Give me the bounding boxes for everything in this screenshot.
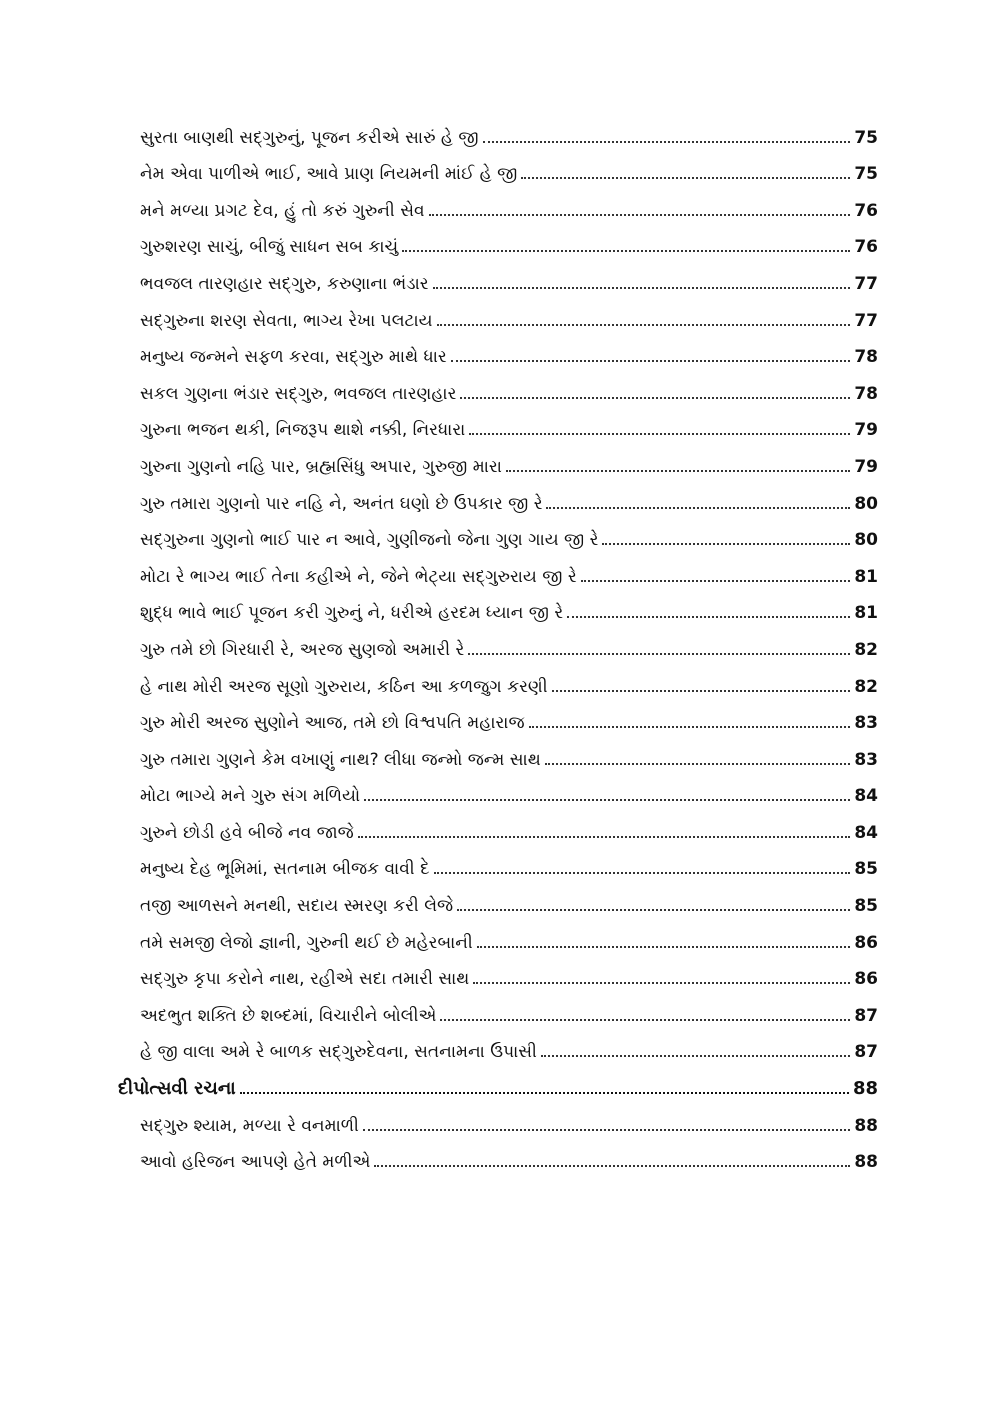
toc-entry	[140, 661, 878, 698]
toc-entry-title: ગુરુને છોડી હવે બીજે નવ જાજે	[140, 822, 354, 843]
toc-entry	[140, 1027, 878, 1064]
toc-entry-title: સદ્ગુરુના શરણ સેવતા, ભાગ્ય રેખા પલટાય	[140, 310, 433, 331]
toc-page-number: 80	[854, 493, 878, 514]
toc-page-number: 76	[854, 237, 878, 258]
toc-entry	[140, 588, 878, 625]
toc-page-number: 79	[854, 420, 878, 441]
toc-entry-title: ગુરુના ભજન થકી, નિજરૂપ થાશે નક્કી, નિરધારા	[140, 420, 466, 441]
dot-leader	[358, 835, 851, 838]
toc-page-number: 86	[854, 932, 878, 953]
dot-leader	[529, 725, 851, 728]
toc-entry-title: સદ્ગુરુના ગુણનો ભાઈ પાર ન આવે, ગુણીજનો જેના ગુણ ગાય જી રે	[140, 530, 599, 551]
toc-page-number: 88	[854, 1115, 878, 1136]
toc-page-number: 84	[854, 822, 878, 843]
toc-page-number: 87	[854, 1005, 878, 1026]
dot-leader	[546, 506, 850, 509]
toc-page-number: 76	[854, 200, 878, 221]
toc-page-number: 81	[854, 603, 878, 624]
toc-page-number: 78	[854, 347, 878, 368]
toc-entry	[140, 880, 878, 917]
toc-page-number: 83	[854, 713, 878, 734]
toc-page-number: 88	[852, 1078, 878, 1100]
toc-entry	[140, 1137, 878, 1174]
toc-entry-title: હે નાથ મોરી અરજ સૂણો ગુરુરાય, કઠિન આ કળજુગ કરણી	[140, 676, 548, 697]
toc-entry	[140, 771, 878, 808]
toc-entry	[140, 258, 878, 295]
toc-entry-title: મનુષ્ય જન્મને સફળ કરવા, સદ્ગુરુ માથે ધાર	[140, 347, 447, 368]
toc-page-number: 77	[854, 273, 878, 294]
toc-entry-title: મોટા રે ભાગ્ય ભાઈ તેના કહીએ ને, જેને ભેટ્યા સદ્ગુરુરાય જી રે	[140, 566, 577, 587]
toc-entry	[140, 405, 878, 442]
dot-leader	[240, 1091, 849, 1094]
dot-leader	[468, 652, 850, 655]
toc-entry-title: આવો હરિજન આપણે હેતે મળીએ	[140, 1152, 371, 1173]
dot-leader	[374, 1164, 850, 1167]
toc-entry-title: ગુરુશરણ સાચું, બીજું સાધન સબ કાચું	[140, 237, 399, 258]
toc-page-number: 85	[854, 896, 878, 917]
toc-entry	[140, 149, 878, 186]
dot-leader	[457, 908, 850, 911]
toc-entry-title: ભવજલ તારણહાર સદ્ગુરુ, કરુણાના ભંડાર	[140, 273, 429, 294]
dot-leader	[434, 871, 851, 874]
dot-leader	[429, 213, 851, 216]
toc-entry	[140, 222, 878, 259]
toc-entry	[140, 112, 878, 149]
toc-entry-title: ગુરુ તમે છો ગિરધારી રે, અરજ સુણજો અમારી રે	[140, 639, 465, 660]
dot-leader	[552, 689, 851, 692]
dot-leader	[437, 323, 851, 326]
toc-entry-title: ગુરુના ગુણનો નહિ પાર, બ્રહ્મસિંધુ અપાર, ગુરુજી મારા	[140, 456, 502, 477]
dot-leader	[473, 981, 850, 984]
toc-entry-title: સદ્ગુરુ શ્યામ, મળ્યા રે વનમાળી	[140, 1115, 359, 1136]
toc-page-number: 83	[854, 749, 878, 770]
dot-leader	[451, 359, 851, 362]
toc-entry-title: અદભુત શક્તિ છે શબ્દમાં, વિચારીને બોલીએ	[140, 1005, 437, 1026]
dot-leader	[364, 798, 850, 801]
toc-entry-title: શુદ્ધ ભાવે ભાઈ પૂજન કરી ગુરુનું ને, ધરીએ હરદમ ધ્યાન જી રે	[140, 603, 564, 624]
dot-leader	[363, 1128, 850, 1131]
toc-entry	[140, 698, 878, 735]
toc-entry-title: ગુરુ તમારા ગુણનો પાર નહિ ને, અનંત ઘણો છે ઉપકાર જી રે	[140, 493, 543, 514]
dot-leader	[460, 396, 850, 399]
toc-page-number: 84	[854, 786, 878, 807]
dot-leader	[469, 432, 850, 435]
toc-page-number: 88	[854, 1152, 878, 1173]
toc-section-heading	[118, 1063, 878, 1100]
toc-entry	[140, 734, 878, 771]
toc-page-number: 79	[854, 456, 878, 477]
dot-leader	[581, 579, 851, 582]
dot-leader	[602, 542, 850, 545]
toc-entry-title: ગુરુ તમારા ગુણને કેમ વખાણું નાથ? લીધા જન્મો જન્મ સાથ	[140, 749, 541, 770]
toc-entry-title: સદ્ગુરુ કૃપા કરોને નાથ, રહીએ સદા તમારી સાથ	[140, 969, 470, 990]
toc-page-number: 86	[854, 969, 878, 990]
dot-leader	[541, 1054, 850, 1057]
toc-entry	[140, 917, 878, 954]
toc-page-number: 82	[854, 676, 878, 697]
toc-page-number: 78	[854, 383, 878, 404]
dot-leader	[545, 762, 851, 765]
toc-entry	[140, 990, 878, 1027]
toc-entry-title: સુરતા બાણથી સદ્ગુરુનું, પૂજન કરીએ સારું હે જી	[140, 127, 479, 148]
dot-leader	[483, 140, 851, 143]
toc-entry	[140, 624, 878, 661]
dot-leader	[506, 469, 850, 472]
toc-page-number: 77	[854, 310, 878, 331]
toc-entry-title: મનુષ્ય દેહ ભૂમિમાં, સતનામ બીજક વાવી દે	[140, 859, 430, 880]
toc-entry-title: હે જી વાલા અમે રે બાળક સદ્ગુરુદેવના, સતનામના ઉપાસી	[140, 1042, 537, 1063]
toc-page-number: 81	[854, 566, 878, 587]
toc-entry-title: તમે સમજી લેજો જ્ઞાની, ગુરુની થઈ છે મહેરબાની	[140, 932, 473, 953]
toc-entry	[140, 332, 878, 369]
toc-entry-title: મોટા ભાગ્યે મને ગુરુ સંગ મળિયો	[140, 786, 361, 807]
dot-leader	[433, 286, 851, 289]
toc-page-number: 87	[854, 1042, 878, 1063]
toc-entry	[140, 368, 878, 405]
toc-page-number: 82	[854, 639, 878, 660]
dot-leader	[567, 615, 850, 618]
toc-entry-title: તજી આળસને મનથી, સદાય સ્મરણ કરી લેજે	[140, 896, 454, 917]
toc-entry	[140, 1100, 878, 1137]
toc-page-number: 80	[854, 530, 878, 551]
dot-leader	[477, 945, 851, 948]
toc-entry	[140, 478, 878, 515]
toc-entry-title: ગુરુ મોરી અરજ સુણોને આજ, તમે છો વિશ્વપતિ મહારાજ	[140, 713, 525, 734]
toc-entry	[140, 954, 878, 991]
dot-leader	[402, 249, 850, 252]
toc-entry-title: મને મળ્યા પ્રગટ દેવ, હું તો કરું ગુરુની સેવ	[140, 200, 425, 221]
table-of-contents	[0, 112, 1000, 1173]
toc-entry	[140, 515, 878, 552]
toc-entry	[140, 295, 878, 332]
toc-entry	[140, 807, 878, 844]
dot-leader	[440, 1018, 850, 1021]
toc-page-number: 85	[854, 859, 878, 880]
toc-entry-title: સકલ ગુણના ભંડાર સદ્ગુરુ, ભવજલ તારણહાર	[140, 383, 457, 404]
toc-page-number: 75	[854, 127, 878, 148]
toc-entry	[140, 844, 878, 881]
toc-entry	[140, 441, 878, 478]
toc-entry-title: નેમ એવા પાળીએ ભાઈ, આવે પ્રાણ નિયમની માંઈ હે જી	[140, 164, 518, 185]
toc-entry-title: દીપોત્સવી રચના	[118, 1078, 236, 1100]
dot-leader	[521, 176, 850, 179]
toc-entry	[140, 185, 878, 222]
toc-entry	[140, 551, 878, 588]
toc-page-number: 75	[854, 164, 878, 185]
